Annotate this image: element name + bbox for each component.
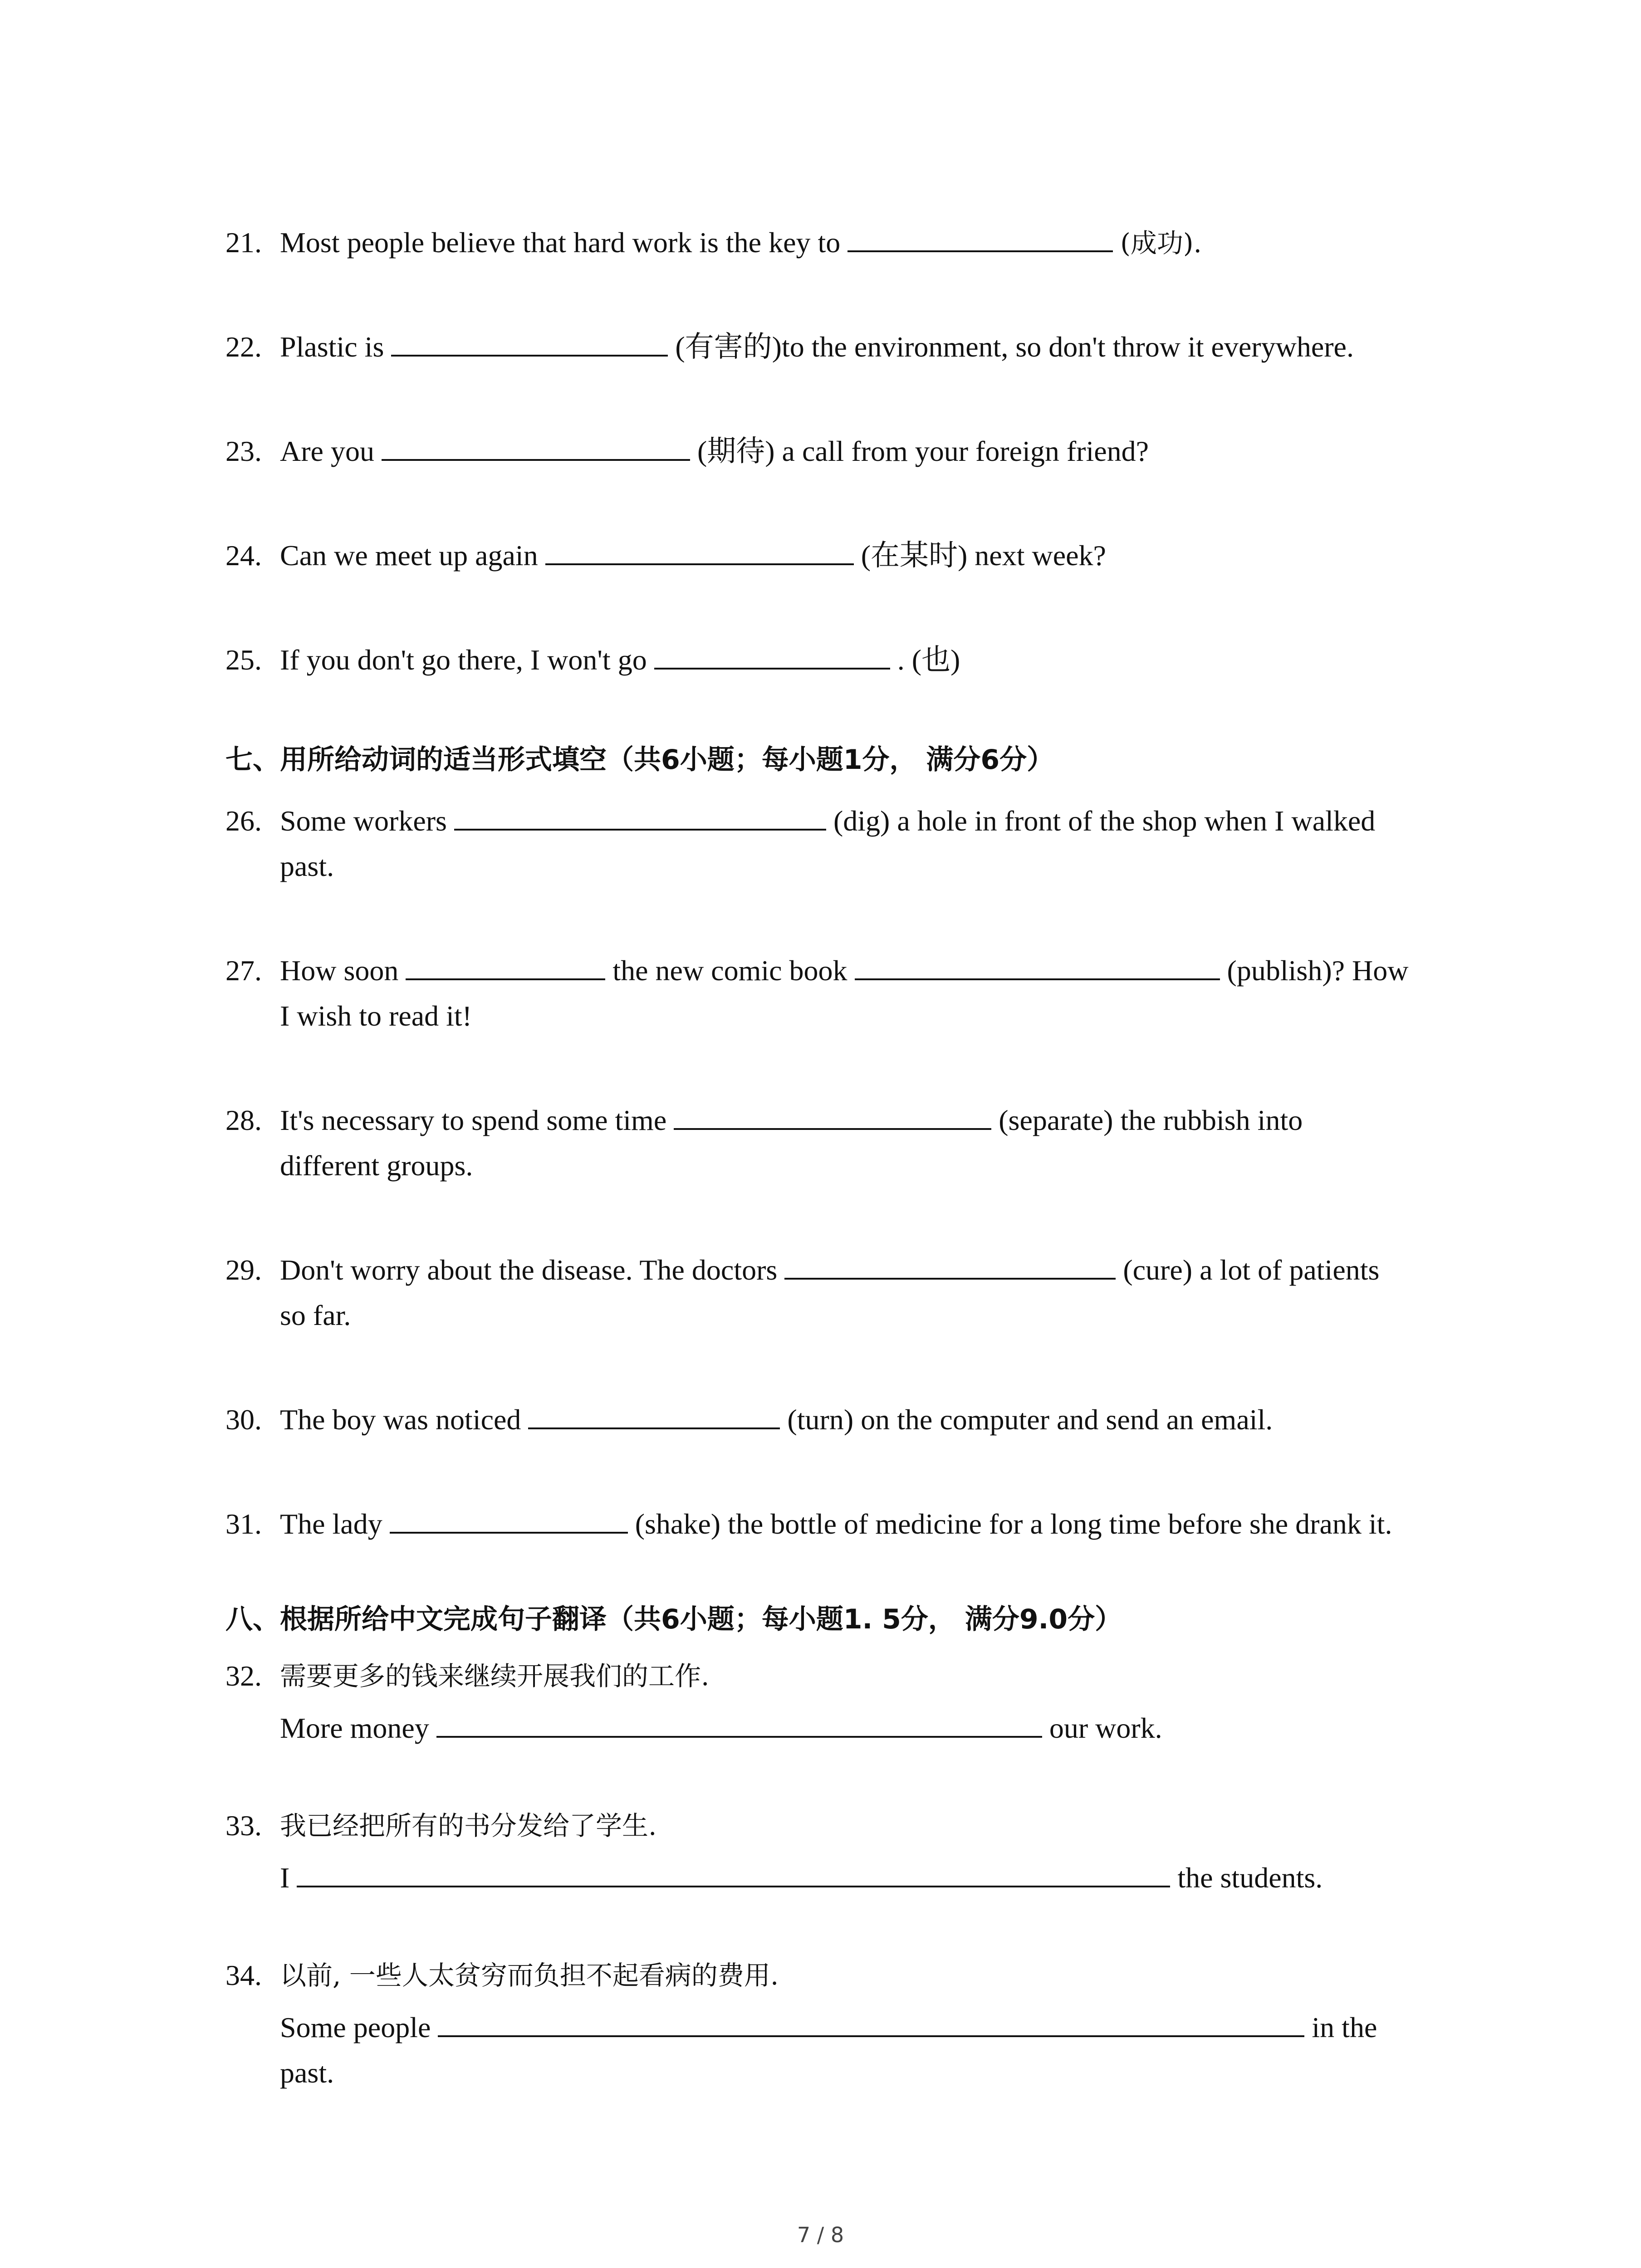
question-text: The lady <box>280 1508 382 1540</box>
answer-blank[interactable] <box>406 948 605 980</box>
question-text-cont: past. <box>280 850 334 882</box>
question-text-cont: (cure) a lot of patients <box>1123 1254 1380 1286</box>
question-number: 31. <box>225 1508 262 1540</box>
question-text: Plastic is <box>280 331 384 363</box>
question-hint: (成功). <box>1120 228 1202 259</box>
question-chinese: 以前, 一些人太贫穷而负担不起看病的费用. <box>280 1960 779 1991</box>
question-chinese: 需要更多的钱来继续开展我们的工作. <box>280 1661 710 1691</box>
question-number: 32. <box>225 1660 262 1692</box>
section-heading-seven: 七、用所给动词的适当形式填空（共6小题；每小题1分， 满分6分） <box>225 744 1054 776</box>
question-text-cont: (publish)? How <box>1227 954 1409 987</box>
question-text-cont: in the <box>1312 2011 1377 2043</box>
question-text-cont: the students. <box>1177 1862 1323 1894</box>
question-text: It's necessary to spend some time <box>280 1104 667 1136</box>
answer-blank[interactable] <box>436 1706 1042 1738</box>
answer-blank[interactable] <box>438 2005 1304 2037</box>
answer-blank[interactable] <box>390 1502 628 1534</box>
question-hint: . (也) <box>897 644 960 676</box>
question-text-cont: our work. <box>1049 1712 1162 1744</box>
question-hint: (有害的)to the environment, so don't throw it everywhere. <box>675 331 1354 363</box>
question-text: Some workers <box>280 805 447 837</box>
question-text-cont: different groups. <box>280 1149 473 1182</box>
question-number: 28. <box>225 1104 262 1136</box>
answer-blank[interactable] <box>545 533 854 565</box>
question-text: More money <box>280 1712 429 1744</box>
question-text: Are you <box>280 435 374 467</box>
question-hint: (在某时) next week? <box>861 539 1106 572</box>
question-text: I <box>280 1862 290 1894</box>
question-number: 29. <box>225 1254 262 1286</box>
question-text-cont: (dig) a hole in front of the shop when I walked <box>833 805 1376 837</box>
answer-blank[interactable] <box>855 948 1220 980</box>
question-text-cont: past. <box>280 2057 334 2089</box>
question-text: Don't worry about the disease. The doctors <box>280 1254 778 1286</box>
question-text-cont: (shake) the bottle of medicine for a long time before she drank it. <box>635 1508 1392 1540</box>
question-text: Can we meet up again <box>280 539 538 572</box>
question-hint: (期待) a call from your foreign friend? <box>697 435 1149 467</box>
section-heading-eight: 八、根据所给中文完成句子翻译（共6小题；每小题1. 5分， 满分9.0分） <box>225 1603 1122 1635</box>
answer-blank[interactable] <box>391 325 668 357</box>
question-text-cont: so far. <box>280 1299 351 1331</box>
answer-blank[interactable] <box>382 429 690 461</box>
answer-blank[interactable] <box>297 1856 1170 1887</box>
question-number: 21. <box>225 226 262 259</box>
answer-blank[interactable] <box>847 220 1113 252</box>
question-text-cont: (turn) on the computer and send an email. <box>787 1403 1273 1436</box>
question-number: 22. <box>225 331 262 363</box>
question-number: 33. <box>225 1809 262 1842</box>
question-number: 23. <box>225 435 262 467</box>
answer-blank[interactable] <box>784 1248 1116 1280</box>
question-number: 26. <box>225 805 262 837</box>
question-chinese: 我已经把所有的书分发给了学生. <box>280 1810 657 1841</box>
question-text: The boy was noticed <box>280 1403 521 1436</box>
question-number: 34. <box>225 1959 262 1991</box>
question-text-cont: I wish to read it! <box>280 1000 472 1032</box>
answer-blank[interactable] <box>528 1398 780 1429</box>
question-text: Some people <box>280 2011 431 2043</box>
question-number: 24. <box>225 539 262 572</box>
question-text: Most people believe that hard work is the key to <box>280 226 841 259</box>
answer-blank[interactable] <box>454 799 826 831</box>
question-text: If you don't go there, I won't go <box>280 644 647 676</box>
page-number: 7 / 8 <box>797 2223 844 2247</box>
question-text-cont: the new comic book <box>612 954 847 987</box>
answer-blank[interactable] <box>654 638 890 670</box>
question-text-cont: (separate) the rubbish into <box>999 1104 1303 1136</box>
question-number: 30. <box>225 1403 262 1436</box>
answer-blank[interactable] <box>674 1098 991 1130</box>
question-text: How soon <box>280 954 399 987</box>
question-number: 27. <box>225 954 262 987</box>
question-number: 25. <box>225 644 262 676</box>
